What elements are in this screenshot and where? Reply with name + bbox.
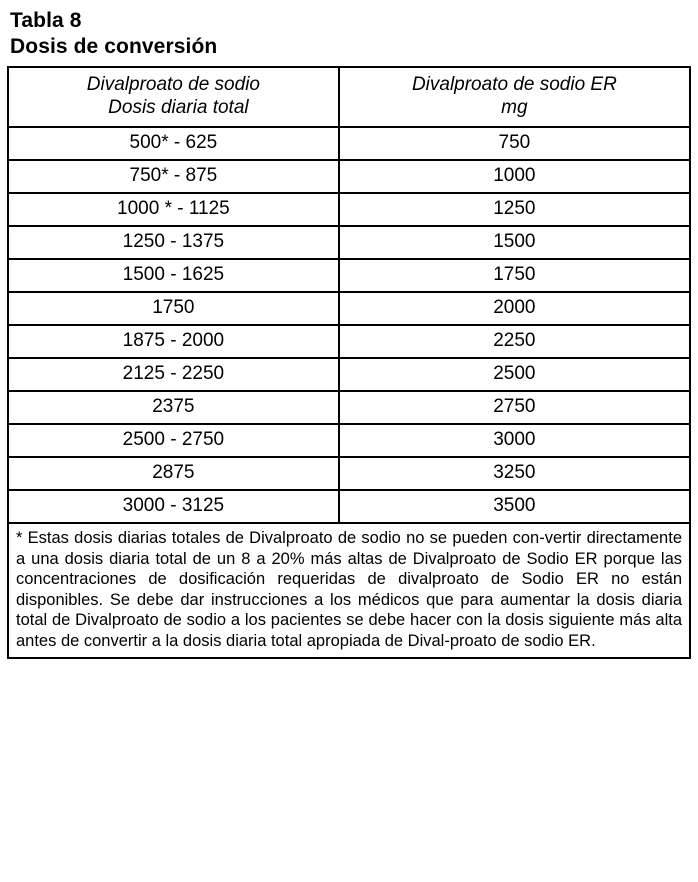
cell-dose-total: 3000 - 3125 [8,490,339,523]
cell-dose-total: 1750 [8,292,339,325]
cell-dose-total: 2375 [8,391,339,424]
table-body [8,67,690,523]
table-row [8,325,690,358]
table-row [8,226,690,259]
conversion-dose-table [7,66,691,524]
cell-dose-total: 2500 - 2750 [8,424,339,457]
cell-dose-er: 2750 [339,391,690,424]
table-row [8,292,690,325]
cell-dose-total: 750* - 875 [8,160,339,193]
cell-dose-er: 2500 [339,358,690,391]
cell-dose-er: 2000 [339,292,690,325]
column-header-line1: Divalproato de sodio ER [411,74,617,95]
column-header-divalproato-sodio-er [339,67,690,127]
table-row [8,457,690,490]
cell-dose-er: 3250 [339,457,690,490]
footnote-box [7,524,691,659]
cell-dose-er: 1500 [339,226,690,259]
cell-dose-er: 3000 [339,424,690,457]
cell-dose-er: 750 [339,127,690,160]
cell-dose-total: 2125 - 2250 [8,358,339,391]
cell-dose-er: 1250 [339,193,690,226]
cell-dose-total: 1000 * - 1125 [8,193,339,226]
table-row [8,259,690,292]
column-header-divalproato-sodio [8,67,339,127]
table-row [8,160,690,193]
cell-dose-total: 2875 [8,457,339,490]
cell-dose-total: 1500 - 1625 [8,259,339,292]
footnote-text: * Estas dosis diarias totales de Divalproato de sodio no se pueden con-vertir directamente a una dosis diaria total de un 8 a 20% más altas de Divalproato de Sodio ER porque las concentraciones de dosificación requeridas de divalproato de Sodio ER no están disponibles. Se debe dar instrucciones a los médicos que para aumentar la dosis diaria total de Divalproato de sodio a los pacientes se debe hacer con la dosis siguiente más alta antes de convertir a la dosis diaria total apropiada de Dival-proato de sodio ER. [16,529,682,650]
cell-dose-er: 3500 [339,490,690,523]
column-header-line2: mg [501,97,528,118]
table-row [8,358,690,391]
cell-dose-total: 500* - 625 [8,127,339,160]
page-title [0,0,698,64]
table-caption: Dosis de conversión [10,35,218,58]
table-row [8,193,690,226]
cell-dose-er: 1750 [339,259,690,292]
column-header-line1: Divalproato de sodio [86,74,260,95]
cell-dose-total: 1250 - 1375 [8,226,339,259]
table-row [8,127,690,160]
cell-dose-total: 1875 - 2000 [8,325,339,358]
table-row [8,391,690,424]
column-header-line2: Dosis diaria total [108,97,249,118]
table-row [8,490,690,523]
table-row [8,424,690,457]
cell-dose-er: 2250 [339,325,690,358]
table-header-row [8,67,690,127]
cell-dose-er: 1000 [339,160,690,193]
table-number: Tabla 8 [10,9,82,32]
